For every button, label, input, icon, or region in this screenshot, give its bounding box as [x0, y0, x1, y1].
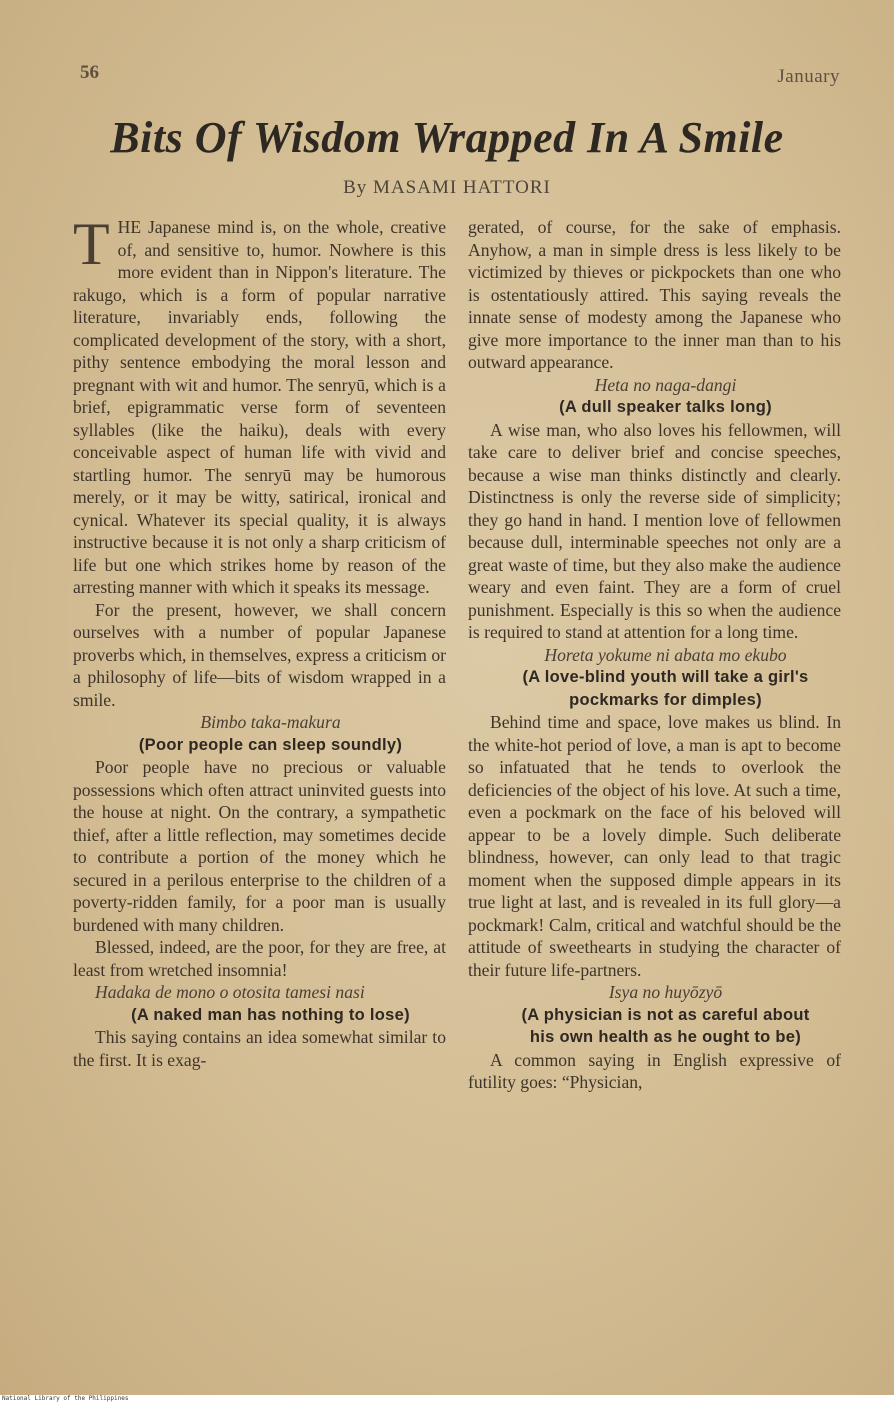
- article-title: Bits Of Wisdom Wrapped In A Smile: [110, 113, 784, 162]
- running-head: January: [777, 66, 840, 87]
- proverb-4-translation-1: (A love-blind youth will take a girl's: [522, 668, 809, 686]
- proverb-1-japanese: Bimbo taka-makura: [200, 712, 341, 732]
- column-left: [73, 211, 446, 1071]
- drop-cap: T: [73, 211, 110, 277]
- proverb-3-translation: (A dull speaker talks long): [559, 398, 772, 416]
- proverb-4-translation-2: pockmarks for dimples): [569, 690, 762, 709]
- paragraph-2: For the present, however, we shall concern ourselves with a number of popular Japanese proverbs which, in themselves, express a criticism or a philosophy of life—bits of wisdom wrapped in a smile.: [73, 599, 446, 710]
- library-credit: National Library of the Philippines: [2, 1395, 129, 1402]
- proverb-5-translation-2: his own health as he ought to be): [529, 1028, 802, 1046]
- footer-strip: [0, 1395, 894, 1403]
- proverb-2-body-start: [73, 1026, 446, 1071]
- proverb-4-body: Behind time and space, love makes us blind. In the white-hot period of love, a man is apt to become so infatuated that he tends to overlook the deficiencies of the object of his love. At such a time, even a pockmark on the face of his beloved will appear to be a lovely dimple. Such deliberate blindness, however, can only lead to that tragic moment when the supposed dimple appears in its true light at last, and is revealed in its full glory—a pockmark! Calm, critical and watchful should be the attitude of sweethearts in studying the character of their future life-partners.: [468, 712, 841, 980]
- proverb-2-body-continued: [468, 216, 841, 374]
- proverb-4-japanese: Horeta yokume ni abata mo ekubo: [544, 644, 787, 665]
- proverb-2-body-start-text: This saying contains an idea somewhat similar to the first. It is exag-: [73, 1027, 446, 1070]
- proverb-3-body: A wise man, who also loves his fellowmen, will take care to deliver brief and concise speeches, because a wise man thinks distinctly and clearly. Distinctness is only the reverse side of simplicity; they go hand in hand. I mention love of fellowmen because dull, interminable speeches not only are a great waste of time, but they also make the audience weary and even faint. They are a form of cruel punishment. Especially is this so when the audience is required to stand at attention for a long time.: [468, 419, 841, 642]
- page-number: 56: [80, 62, 99, 83]
- proverb-5-translation-1: (A physician is not as careful about: [521, 1005, 810, 1024]
- proverb-2-body-continued-text: gerated, of course, for the sake of emphasis. Anyhow, a man in simple dress is less likely to be victimized by thieves or pickpockets than one who is ostentatiously attired. This saying reveals the innate sense of modesty among the Japanese who give more importance to the inner man than to his outward appearance.: [468, 217, 841, 372]
- proverb-5-japanese: Isya no huyōzyō: [608, 982, 723, 1002]
- column-right: [468, 216, 841, 1094]
- byline: By MASAMI HATTORI: [343, 177, 551, 198]
- intro-paragraph: [73, 211, 446, 599]
- proverb-5-body: A common saying in English expressive of futility goes: “Physician,: [468, 1049, 841, 1092]
- proverb-1-translation: (Poor people can sleep soundly): [138, 735, 403, 754]
- proverb-2-translation: (A naked man has nothing to lose): [131, 1005, 410, 1024]
- proverb-1-body: Poor people have no precious or valuable possessions which often attract uninvited guests into the house at night. On the contrary, a sympathetic thief, after a little reflection, may sometimes decide to contribute a portion of the money which he secured in a perilous enterprise to the children of a poverty-ridden family, for a poor man is usually burdened with many children.: [73, 757, 446, 935]
- proverb-1-body-2: Blessed, indeed, are the poor, for they are free, at least from wretched insomnia!: [73, 937, 446, 980]
- intro-text: HE Japanese mind is, on the whole, creative of, and sensitive to, humor. Nowhere is this more evident than in Nippon's literature. The rakugo, which is a form of popular narrative literature, invariably ends, following the complicated development of the story, with a short, pithy sentence embodying the moral lesson and pregnant with wit and humor. The senryū, which is a brief, epigrammatic verse form of seventeen syllables (like the haiku), deals with every conceivable aspect of human life with vivid and startling humor. The senryū may be humorous merely, or it may be witty, satirical, ironical and cynical. Whatever its special quality, it is always instructive because it is not only a sharp criticism of life but one which strikes home by reason of the arresting manner with which it speaks its message.: [73, 217, 446, 597]
- proverb-2-japanese: Hadaka de mono o otosita tamesi nasi: [95, 982, 365, 1002]
- proverb-3-japanese: Heta no naga-dangi: [594, 374, 737, 395]
